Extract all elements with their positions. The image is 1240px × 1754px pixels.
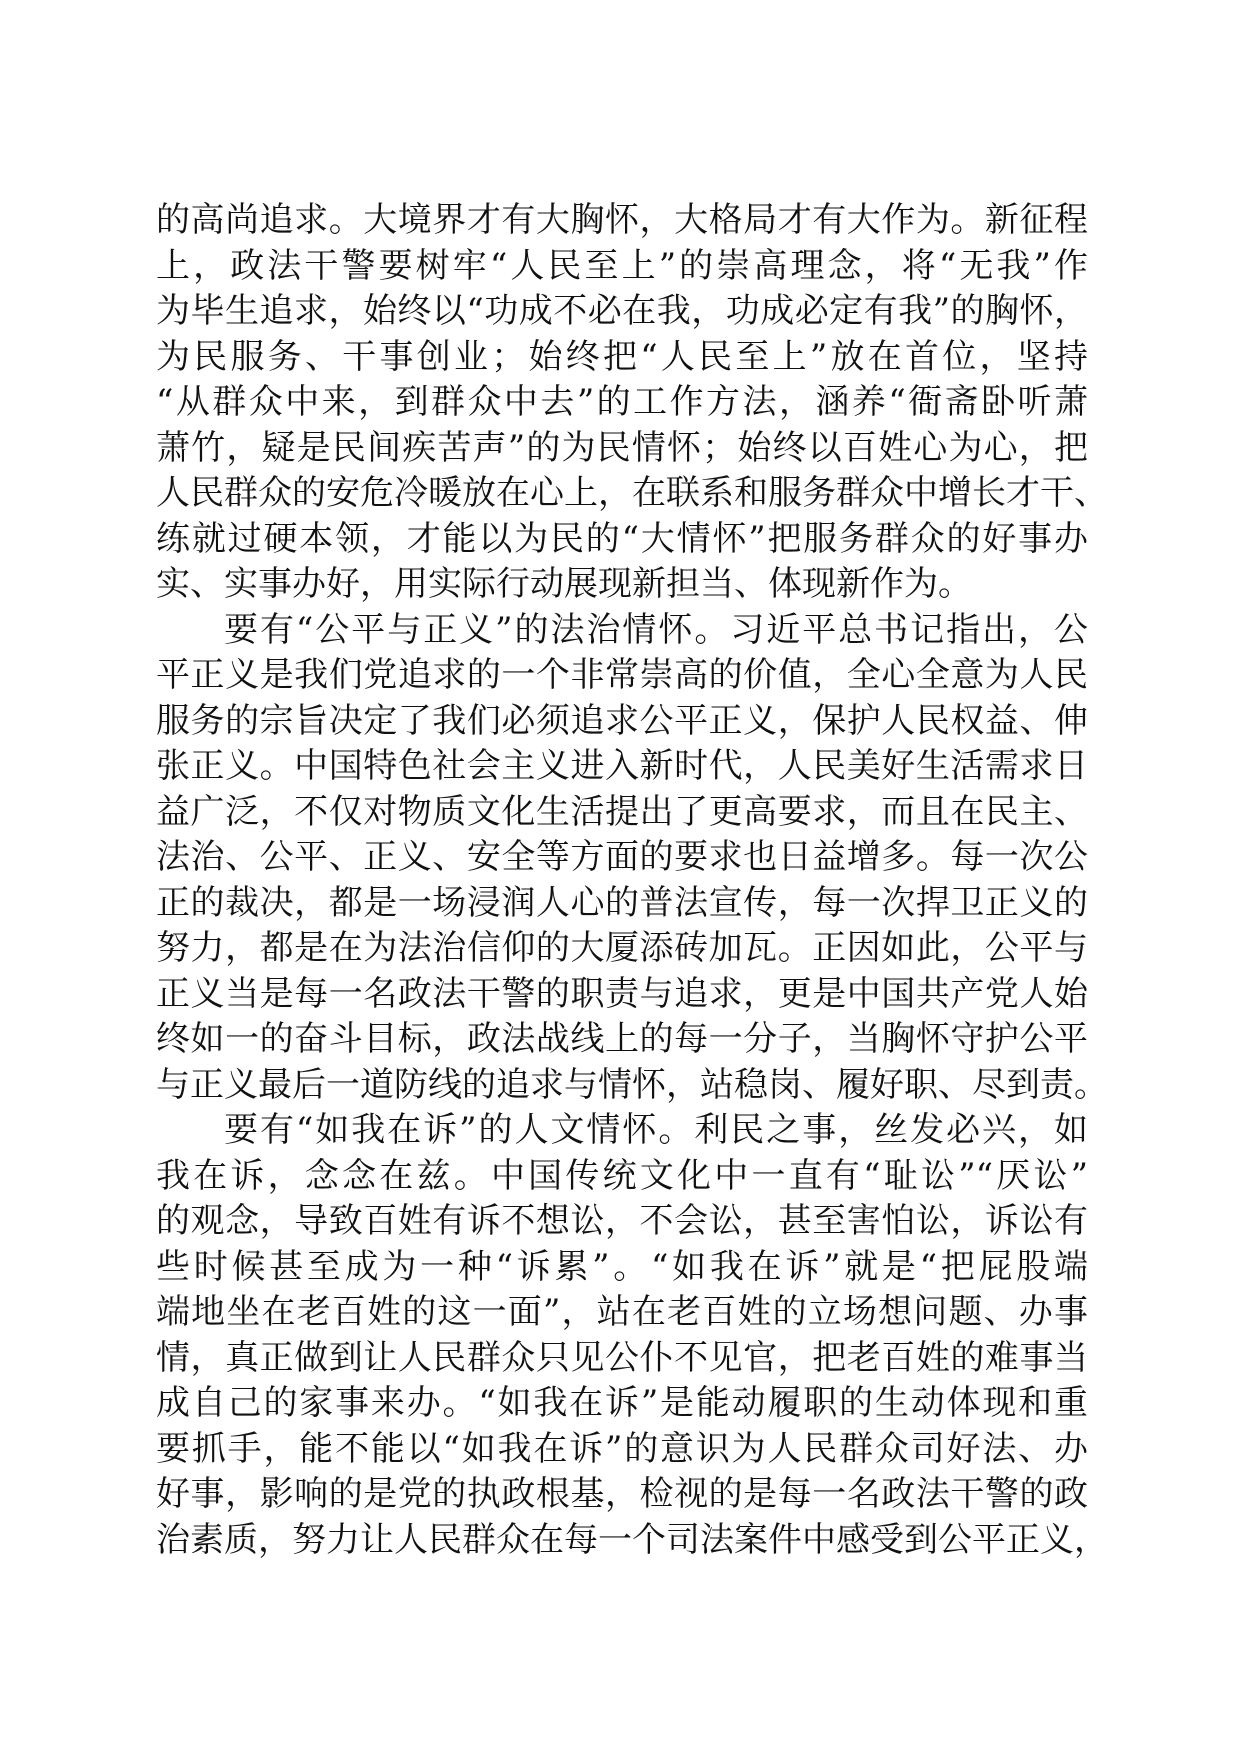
text-line: 张正义。中国特色社会主义进入新时代，人民美好生活需求日 — [156, 746, 1088, 786]
text-line: 的观念，导致百姓有诉不想讼，不会讼，甚至害怕讼，诉讼有 — [156, 1201, 1088, 1241]
text-line: 情，真正做到让人民群众只见公仆不见官，把老百姓的难事当 — [156, 1337, 1088, 1378]
text-line: 人民群众的安危冷暖放在心上，在联系和服务群众中增长才干、 — [156, 473, 1108, 513]
text-line: “从群众中来，到群众中去”的工作方法，涵养“衙斋卧听萧 — [156, 382, 1088, 422]
text-line: 平正义是我们党追求的一个非常崇高的价值，全心全意为人民 — [156, 655, 1088, 695]
text-line: 为民服务、干事创业；始终把“人民至上”放在首位，坚持 — [156, 336, 1088, 377]
text-line: 我在诉，念念在兹。中国传统文化中一直有“耻讼”“厌讼” — [156, 1155, 1088, 1196]
text-line: 成自己的家事来办。“如我在诉”是能动履职的生动体现和重 — [156, 1383, 1088, 1423]
text-line: 上，政法干警要树牢“人民至上”的崇高理念，将“无我”作 — [156, 245, 1088, 286]
text-line: 法治、公平、正义、安全等方面的要求也日益增多。每一次公 — [156, 837, 1088, 877]
text-line: 正的裁决，都是一场浸润人心的普法宣传，每一次捍卫正义的 — [156, 882, 1088, 923]
text-line: 努力，都是在为法治信仰的大厦添砖加瓦。正因如此，公平与 — [156, 928, 1088, 968]
text-line: 些时候甚至成为一种“诉累”。“如我在诉”就是“把屁股端 — [156, 1246, 1088, 1287]
text-line: 治素质，努力让人民群众在每一个司法案件中感受到公平正义， — [156, 1519, 1108, 1560]
text-line: 服务的宗旨决定了我们必须追求公平正义，保护人民权益、伸 — [156, 700, 1088, 741]
text-line: 为毕生追求，始终以“功成不必在我，功成必定有我”的胸怀， — [156, 291, 1088, 331]
text-line: 要抓手，能不能以“如我在诉”的意识为人民群众司好法、办 — [156, 1428, 1088, 1469]
text-line: 与正义最后一道防线的追求与情怀，站稳岗、履好职、尽到责。 — [156, 1064, 1108, 1105]
paragraph-heading-line: 要有“如我在诉”的人文情怀。利民之事，丝发必兴，如 — [224, 1110, 1088, 1150]
text-line: 的高尚追求。大境界才有大胸怀，大格局才有大作为。新征程 — [156, 200, 1088, 240]
text-line: 终如一的奋斗目标，政法战线上的每一分子，当胸怀守护公平 — [156, 1019, 1088, 1059]
text-line: 端地坐在老百姓的这一面”，站在老百姓的立场想问题、办事 — [156, 1292, 1088, 1332]
text-line: 实、实事办好，用实际行动展现新担当、体现新作为。 — [156, 564, 972, 604]
text-line: 练就过硬本领，才能以为民的“大情怀”把服务群众的好事办 — [156, 518, 1088, 559]
text-line: 益广泛，不仅对物质文化生活提出了更高要求，而且在民主、 — [156, 791, 1088, 832]
paragraph-heading-line: 要有“公平与正义”的法治情怀。习近平总书记指出，公 — [224, 609, 1088, 650]
text-line: 正义当是每一名政法干警的职责与追求，更是中国共产党人始 — [156, 973, 1088, 1014]
text-line: 萧竹，疑是民间疾苦声”的为民情怀；始终以百姓心为心，把 — [156, 427, 1088, 468]
body-text — [156, 198, 1108, 1563]
text-line: 好事，影响的是党的执政根基，检视的是每一名政法干警的政 — [156, 1474, 1088, 1514]
